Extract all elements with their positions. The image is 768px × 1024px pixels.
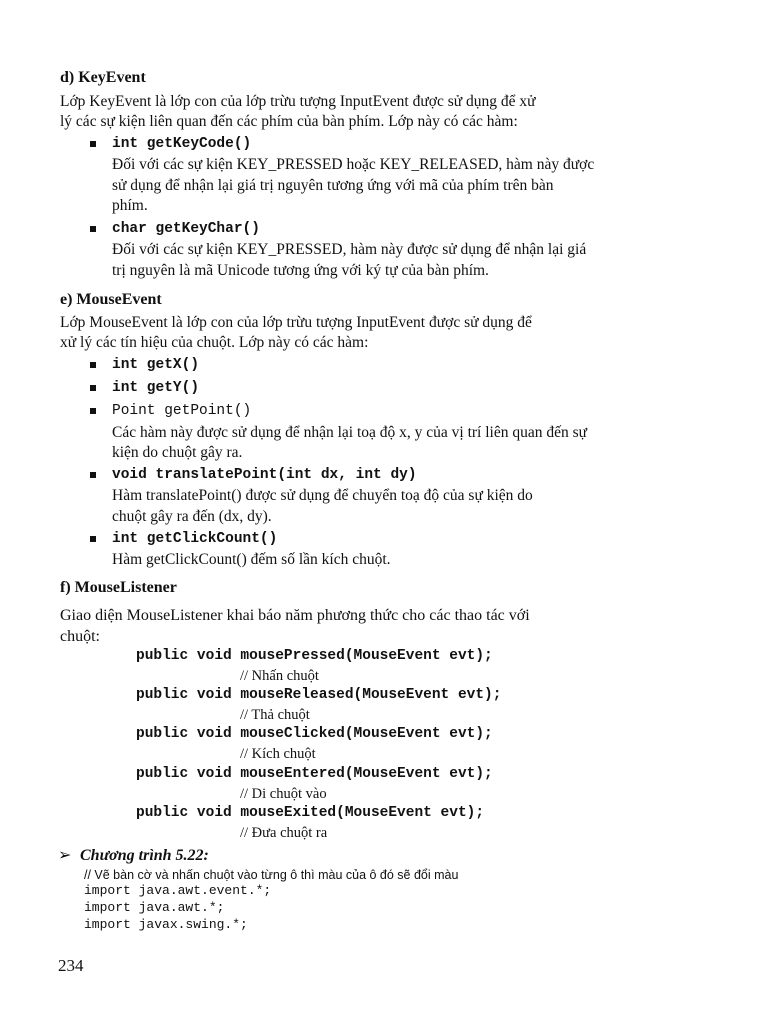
method-translatepoint: void translatePoint(int dx, int dy) [112,467,417,483]
listener-comment-exited: // Đưa chuột ra [240,825,328,841]
bullet-icon [90,226,96,232]
listener-comment-pressed: // Nhấn chuột [240,668,319,684]
listener-comment-entered: // Di chuột vào [240,786,327,802]
getkeychar-desc-1: Đối với các sự kiện KEY_PRESSED, hàm này được sử dụng để nhận lại giá [112,241,587,258]
arrow-icon: ➢ [58,847,72,864]
getpoint-desc-2: kiện do chuột gây ra. [112,444,243,461]
method-getkeycode: int getKeyCode() [112,136,252,152]
mouseevent-intro-line-2: xử lý các tín hiệu của chuột. Lớp này có các hàm: [60,334,369,351]
method-getpoint: Point getPoint() [112,403,252,419]
getkeycode-desc-3: phím. [112,197,148,214]
program-title: Chương trình 5.22: [80,847,209,864]
import-line-3: import javax.swing.*; [84,917,248,932]
getclickcount-desc: Hàm getClickCount() đếm số lần kích chuột. [112,551,391,568]
mouselistener-intro-line-2: chuột: [60,628,100,645]
getpoint-desc-1: Các hàm này được sử dụng để nhận lại toạ độ x, y của vị trí liên quan đến sự [112,424,588,441]
listener-method-pressed: public void mousePressed(MouseEvent evt); [136,648,493,664]
heading-mouselistener: f) MouseListener [60,579,177,596]
method-getclickcount: int getClickCount() [112,531,278,547]
mouseevent-intro-line-1: Lớp MouseEvent là lớp con của lớp trừu tượng InputEvent được sử dụng để [60,314,532,331]
bullet-icon [90,385,96,391]
listener-method-exited: public void mouseExited(MouseEvent evt); [136,805,485,821]
getkeycode-desc-2: sử dụng để nhận lại giá trị nguyên tương ứng với mã của phím trên bàn [112,177,554,194]
listener-method-entered: public void mouseEntered(MouseEvent evt); [136,766,493,782]
program-comment: // Vẽ bàn cờ và nhấn chuột vào từng ô thì màu của ô đó sẽ đổi màu [84,868,459,882]
listener-method-clicked: public void mouseClicked(MouseEvent evt); [136,726,493,742]
heading-keyevent: d) KeyEvent [60,69,146,86]
bullet-icon [90,362,96,368]
heading-mouseevent: e) MouseEvent [60,291,162,308]
getkeycode-desc-1: Đối với các sự kiện KEY_PRESSED hoặc KEY_RELEASED, hàm này được [112,156,595,173]
bullet-icon [90,141,96,147]
page-number: 234 [58,956,84,975]
keyevent-intro-line-1: Lớp KeyEvent là lớp con của lớp trừu tượng InputEvent được sử dụng để xử [60,93,536,110]
translatepoint-desc-1: Hàm translatePoint() được sử dụng để chuyển toạ độ của sự kiện do [112,487,533,504]
listener-comment-released: // Thả chuột [240,707,310,723]
import-line-2: import java.awt.*; [84,900,225,915]
method-getx: int getX() [112,357,200,373]
translatepoint-desc-2: chuột gây ra đến (dx, dy). [112,508,272,525]
mouselistener-intro-line-1: Giao diện MouseListener khai báo năm phương thức cho các thao tác với [60,607,530,624]
getkeychar-desc-2: trị nguyên là mã Unicode tương ứng với ký tự của bàn phím. [112,262,489,279]
listener-comment-clicked: // Kích chuột [240,746,316,762]
method-getkeychar: char getKeyChar() [112,221,260,237]
method-gety: int getY() [112,380,200,396]
listener-method-released: public void mouseReleased(MouseEvent evt); [136,687,502,703]
import-line-1: import java.awt.event.*; [84,883,272,898]
bullet-icon [90,472,96,478]
bullet-icon [90,536,96,542]
keyevent-intro-line-2: lý các sự kiện liên quan đến các phím của bàn phím. Lớp này có các hàm: [60,113,518,130]
bullet-icon [90,408,96,414]
